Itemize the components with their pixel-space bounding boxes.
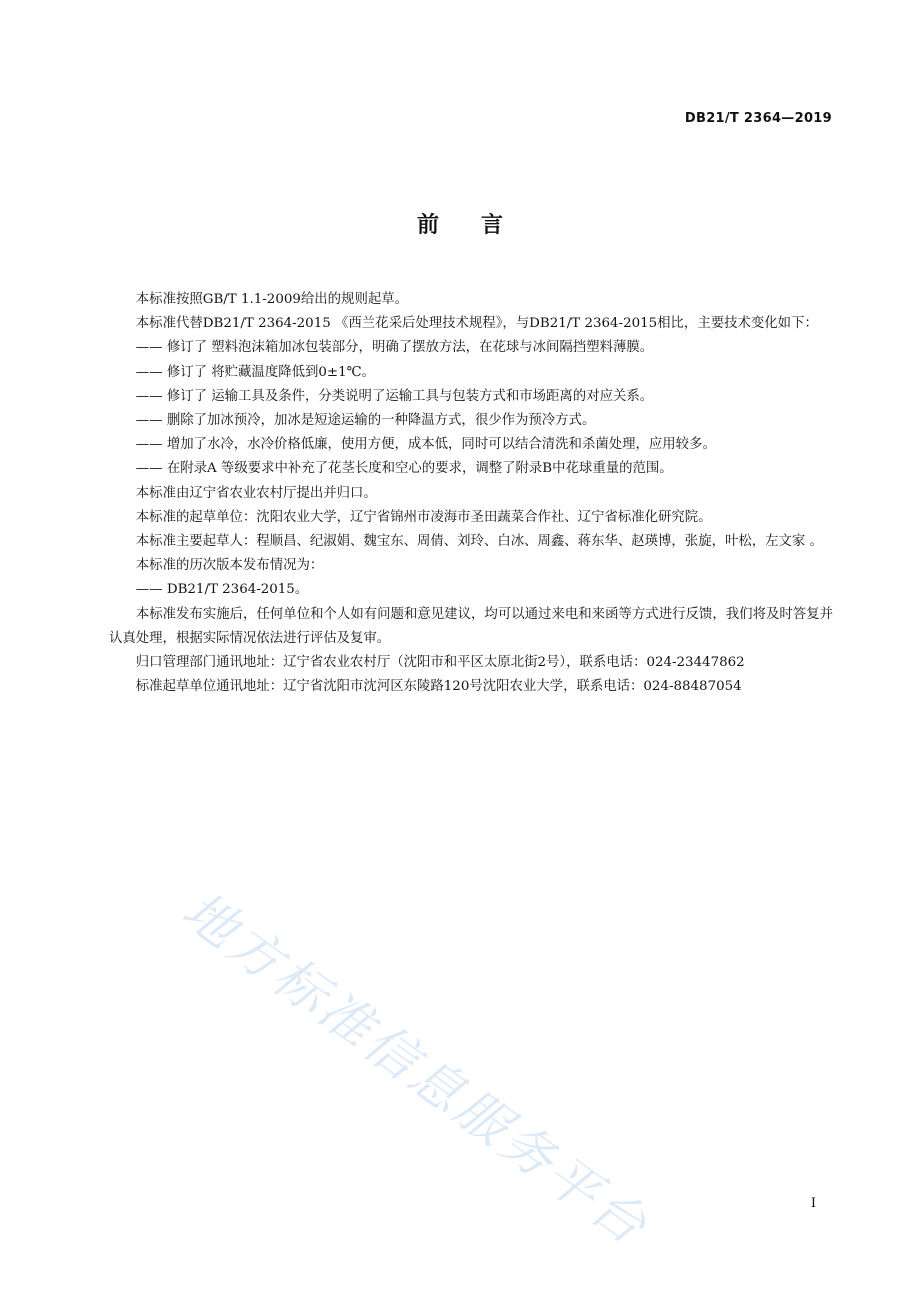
paragraph-drafters: 本标准主要起草人：程顺昌、纪淑娟、魏宝东、周倩、刘玲、白冰、周鑫、蒋东华、赵瑛博，张旋，叶松，左文家 。 [135,534,823,550]
paragraph-proposer: 本标准由辽宁省农业农村厅提出并归口。 [135,485,377,501]
foreword-body [109,288,833,699]
document-code: DB21/T 2364—2019 [684,111,832,126]
change-item-appendix: —— 在附录A 等级要求中补充了花茎长度和空心的要求，调整了附录B中花球重量的范围。 [135,461,673,477]
paragraph-history-intro: 本标准的历次版本发布情况为： [135,558,324,574]
paragraph-drafting-units: 本标准的起草单位：沈阳农业大学，辽宁省锦州市凌海市圣田蔬菜合作社、辽宁省标准化研究院。 [135,509,712,525]
paragraph-drafter-address: 标准起草单位通讯地址：辽宁省沈阳市沈河区东陵路120号沈阳农业大学，联系电话：024-88487054 [135,679,742,695]
change-item-packaging: —— 修订了 塑料泡沫箱加冰包装部分，明确了摆放方法，在花球与冰间隔挡塑料薄膜。 [135,340,654,356]
change-item-water-cooling: —— 增加了水冷，水冷价格低廉，使用方便，成本低，同时可以结合清洗和杀菌处理，应用较多。 [135,437,716,453]
change-item-temperature: —— 修订了 将贮藏温度降低到0±1℃。 [135,364,376,380]
watermark: 地方标准信息服务平台 [171,880,660,1259]
change-item-ice-precooling: —— 删除了加冰预冷，加冰是短途运输的一种降温方式，很少作为预冷方式。 [135,413,596,429]
paragraph-admin-address: 归口管理部门通讯地址：辽宁省农业农村厅（沈阳市和平区太原北街2号），联系电话：024-23447862 [135,655,745,671]
page-number: I [810,1196,816,1211]
paragraph-feedback: 本标准发布实施后，任何单位和个人如有问题和意见建议，均可以通过来电和来函等方式进行反馈，我们将及时答复并认真处理，根据实际情况依法进行评估及复审。 [109,606,833,646]
history-item: —— DB21/T 2364-2015。 [135,582,309,598]
paragraph-drafting-rules: 本标准按照GB/T 1.1-2009给出的规则起草。 [135,292,409,307]
change-item-transport: —— 修订了 运输工具及条件，分类说明了运输工具与包装方式和市场距离的对应关系。 [135,388,654,404]
page-title: 前言 [416,213,545,238]
paragraph-replacement: 本标准代替DB21/T 2364-2015 《西兰花采后处理技术规程》，与DB21/T 2364-2015相比，主要技术变化如下： [135,316,818,332]
